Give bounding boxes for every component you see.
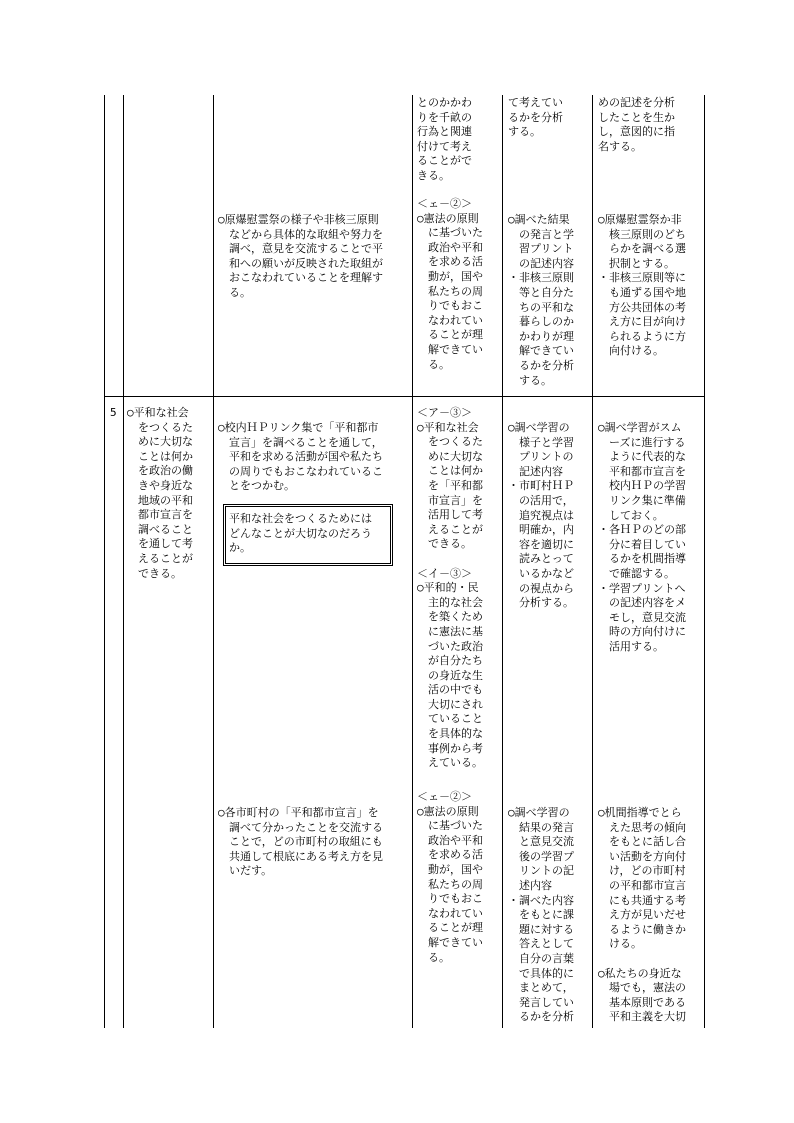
teaching-support-exchange: ○机間指導でとら えた思考の傾向 をもとに話し合 い活動を方向付 け，どの市町村 の平和都市宣言 にも共通する考 え方が見いだせ るように働きか ける。 ○私たちの身近な 場でも，憲法の 基本原則である 平和主義を大切 bbox=[598, 806, 686, 1024]
table-border-left bbox=[104, 95, 105, 1028]
table-border-right bbox=[704, 95, 705, 1028]
key-question-box bbox=[223, 504, 393, 566]
teaching-support-memorial: ○原爆慰霊祭か非 核三原則のどち らかを調べる選 択制とする。 ・非核三原則等に も通ずる国や地 方公共団体の考 え方に目が向け られるように方 向付ける。 bbox=[598, 213, 686, 358]
teaching-support-continued: めの記述を分析 したことを生か し，意図的に指 名する。 bbox=[598, 96, 675, 153]
evaluation-method-memorial: ○調べた結果 の発言と学 習プリント の記述内容 ・非核三原則 等と自分た ちの平和な 暮らしのか かわりが理 解できてい るかを分析 する。 bbox=[508, 213, 574, 387]
evaluation-criteria-e2: ＜ェ－②＞ ○憲法の原則 に基づいた 政治や平和 を求める活 動が，国や 私たちの周 りでもおこ なわれてい ることが理 解できてい る。 bbox=[417, 197, 483, 371]
learning-activity-peace-declaration: ○校内ＨＰリンク集で「平和都市 宣言」を調べることを通して， 平和を求める活動が国や私たち の周りでもおこなわれているこ とをつかむ。 bbox=[218, 421, 383, 493]
column-divider-2 bbox=[213, 95, 214, 1028]
column-divider-4 bbox=[502, 95, 503, 1028]
evaluation-method-research: ○調べ学習の 様子と学習 プリントの 記述内容 ・市町村ＨＰ の活用で， 追究視点は 明確か，内 容を適切に 読みとって いるかなど の視点から 分析する。 bbox=[508, 421, 574, 610]
evaluation-criteria-a3-i3: ＜ア－③＞ ○平和な社会 をつくるた めに大切な ことは何か を「平和都 市宣言」を 活用して考 えることが できる。 ＜イ－③＞ ○平和的・民 主的な社会 を築くため に憲法に基 づいた政治 が自分たち の身近な生 活の中でも 大切にされ ていること を具体的な 事例から考 えている。 bbox=[417, 406, 483, 770]
evaluation-criteria-continued: とのかかわ りを千畝の 行為と関連 付けて考え ることがで きる。 bbox=[417, 96, 472, 182]
learning-activity-exchange: ○各市町村の「平和都市宣言」を 調べて分かったことを交流する ことで，どの市町村の取組にも 共通して根底にある考え方を見 いだす。 bbox=[218, 806, 383, 878]
key-question: 平和な社会をつくるためには どんなことが大切なのだろう か。 bbox=[229, 512, 372, 555]
row-divider bbox=[104, 396, 705, 397]
lesson-goal: ○平和な社会 をつくるた めに大切な ことは何か を政治の働 きや身近な 地域の平和 都市宣言を 調べること を通して考 えることが できる。 bbox=[127, 406, 193, 580]
row-number: 5 bbox=[110, 406, 117, 419]
evaluation-criteria-e2-second: ＜ェ－②＞ ○憲法の原則 に基づいた 政治や平和 を求める活 動が，国や 私たちの周 りでもおこ なわれてい ることが理 解できてい る。 bbox=[417, 790, 483, 964]
learning-activity-memorial: ○原爆慰霊祭の様子や非核三原則 などから具体的な取組や努力を 調べ，意見を交流することで平 和への願いが反映された取組が おこなわれていることを理解す る。 bbox=[218, 213, 383, 299]
column-divider-3 bbox=[412, 95, 413, 1028]
evaluation-method-exchange: ○調べ学習の 結果の発言 と意見交流 後の学習プ リントの記 述内容 ・調べた内容 をもとに課 題に対する 答えとして 自分の言葉 で具体的に まとめて， 発言してい るかを分析 bbox=[508, 806, 574, 1024]
teaching-support-research: ○調べ学習がスム ーズに進行する ように代表的な 平和都市宣言を 校内ＨＰの学習 リンク集に準備 しておく。 ・各ＨＰのどの部 分に着目してい るかを机間指導 で確認する。 ・学習プリントへ の記述内容をメ モし，意見交流 時の方向付けに 活用する。 bbox=[598, 421, 686, 653]
column-divider-1 bbox=[123, 95, 124, 1028]
column-divider-5 bbox=[592, 95, 593, 1028]
evaluation-method-continued: て考えてい るかを分析 する。 bbox=[508, 96, 563, 139]
